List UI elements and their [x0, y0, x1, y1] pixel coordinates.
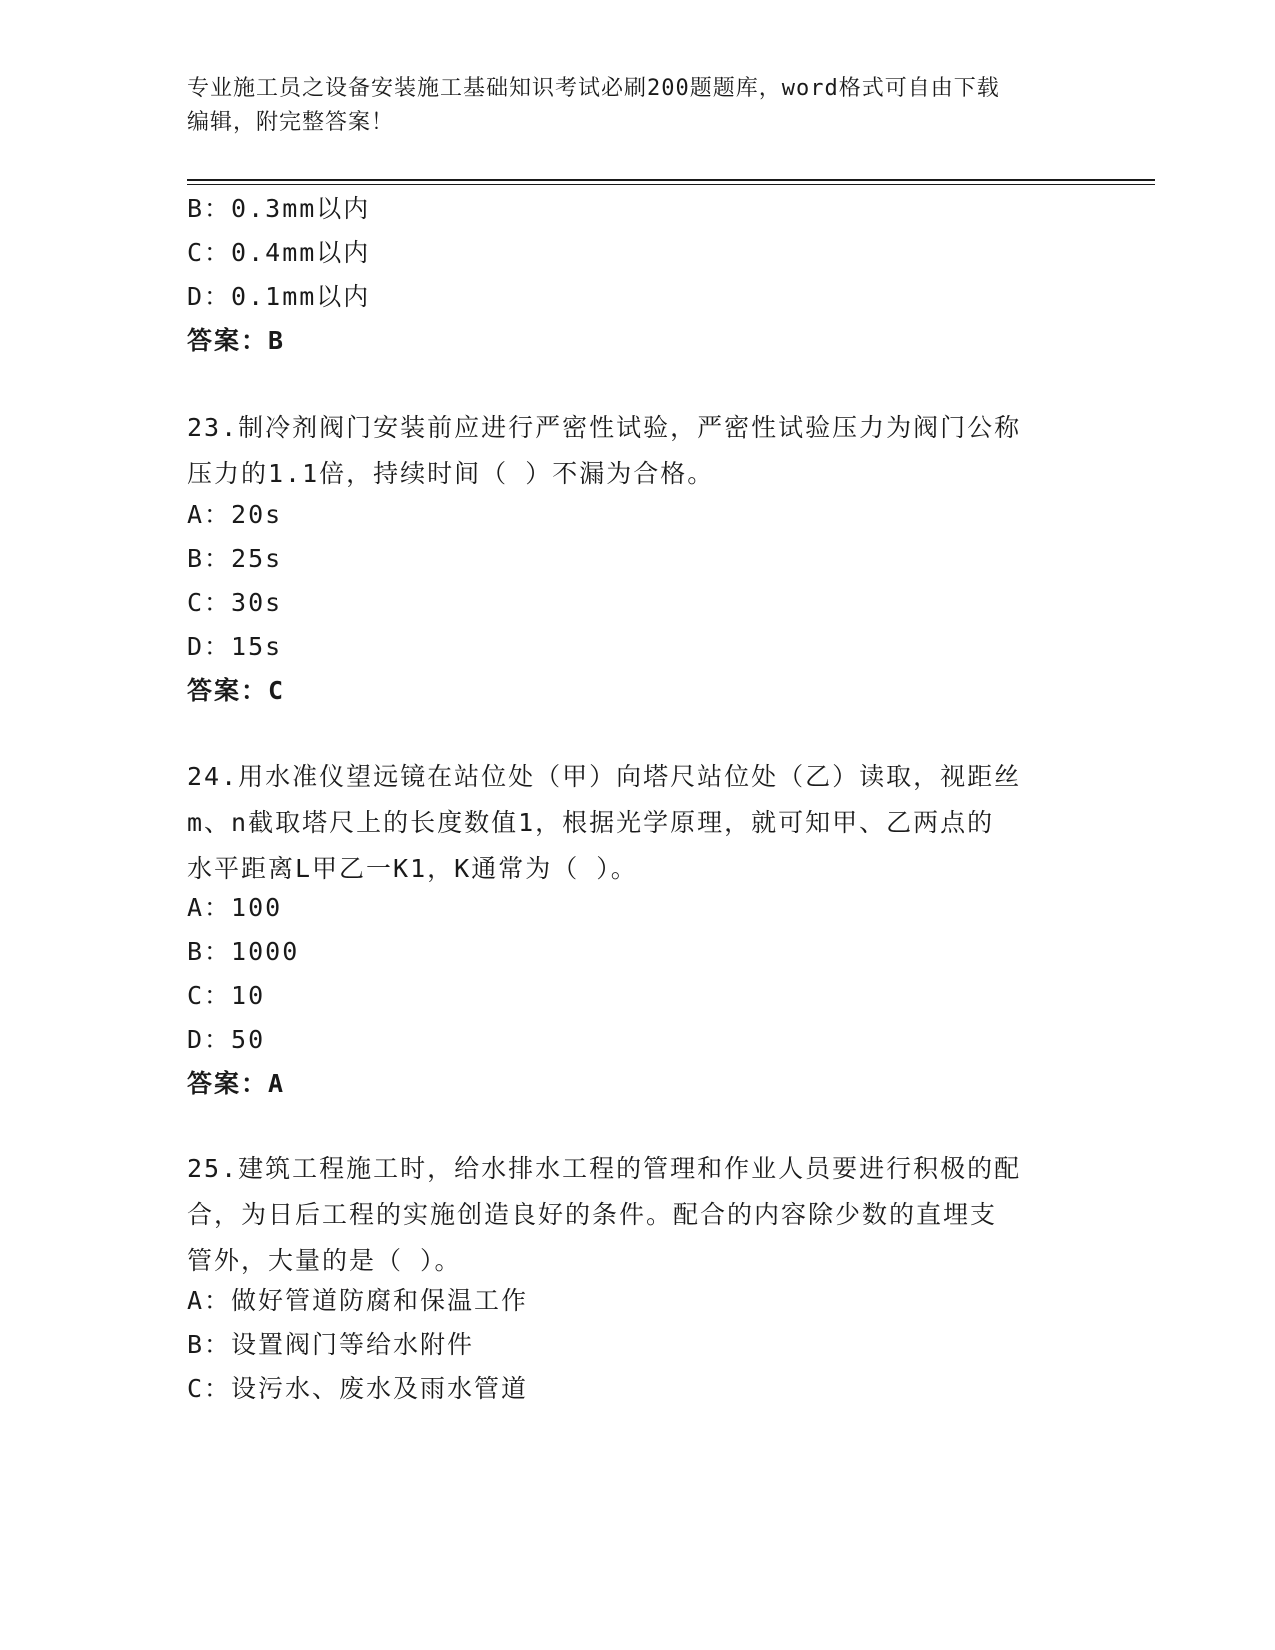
option-c: C：10 [187, 981, 266, 1010]
option-b: B：0.3mm以内 [187, 194, 371, 223]
option-d: D：0.1mm以内 [187, 282, 371, 311]
option-d: D：15s [187, 632, 283, 661]
question-line: 23.制冷剂阀门安装前应进行严密性试验，严密性试验压力为阀门公称 [187, 413, 1022, 442]
question-line: m、n截取塔尺上的长度数值1，根据光学原理，就可知甲、乙两点的 [187, 808, 995, 837]
question-line: 压力的1.1倍，持续时间（ ）不漏为合格。 [187, 459, 715, 488]
answer-label: 答案：B [187, 326, 286, 355]
option-b: B：25s [187, 544, 283, 573]
option-b: B：1000 [187, 937, 300, 966]
option-d: D：50 [187, 1025, 266, 1054]
document-header [187, 72, 1087, 140]
question-23-text [187, 405, 1087, 497]
answer-label: 答案：C [187, 676, 286, 705]
question-24-text [187, 754, 1087, 892]
question-25-text [187, 1146, 1087, 1284]
header-line-1: 专业施工员之设备安装施工基础知识考试必刷200题题库，word格式可自由下载 [187, 76, 1000, 101]
option-c: C：30s [187, 588, 283, 617]
answer-label: 答案：A [187, 1069, 286, 1098]
question-line: 合，为日后工程的实施创造良好的条件。配合的内容除少数的直埋支 [187, 1200, 998, 1229]
header-line-2: 编辑，附完整答案！ [187, 110, 395, 135]
question-line: 25.建筑工程施工时，给水排水工程的管理和作业人员要进行积极的配 [187, 1154, 1022, 1183]
question-line: 24.用水准仪望远镜在站位处（甲）向塔尺站位处（乙）读取，视距丝 [187, 762, 1022, 791]
header-rule-thick [187, 179, 1155, 181]
option-a: A：做好管道防腐和保温工作 [187, 1286, 529, 1315]
question-line: 管外，大量的是（ ）。 [187, 1246, 462, 1275]
question-line: 水平距离L甲乙一K1，K通常为（ ）。 [187, 854, 638, 883]
option-a: A：100 [187, 893, 283, 922]
option-a: A：20s [187, 500, 283, 529]
option-c: C：设污水、废水及雨水管道 [187, 1374, 529, 1403]
option-c: C：0.4mm以内 [187, 238, 371, 267]
option-b: B：设置阀门等给水附件 [187, 1330, 475, 1359]
header-rule-thin [187, 184, 1155, 185]
